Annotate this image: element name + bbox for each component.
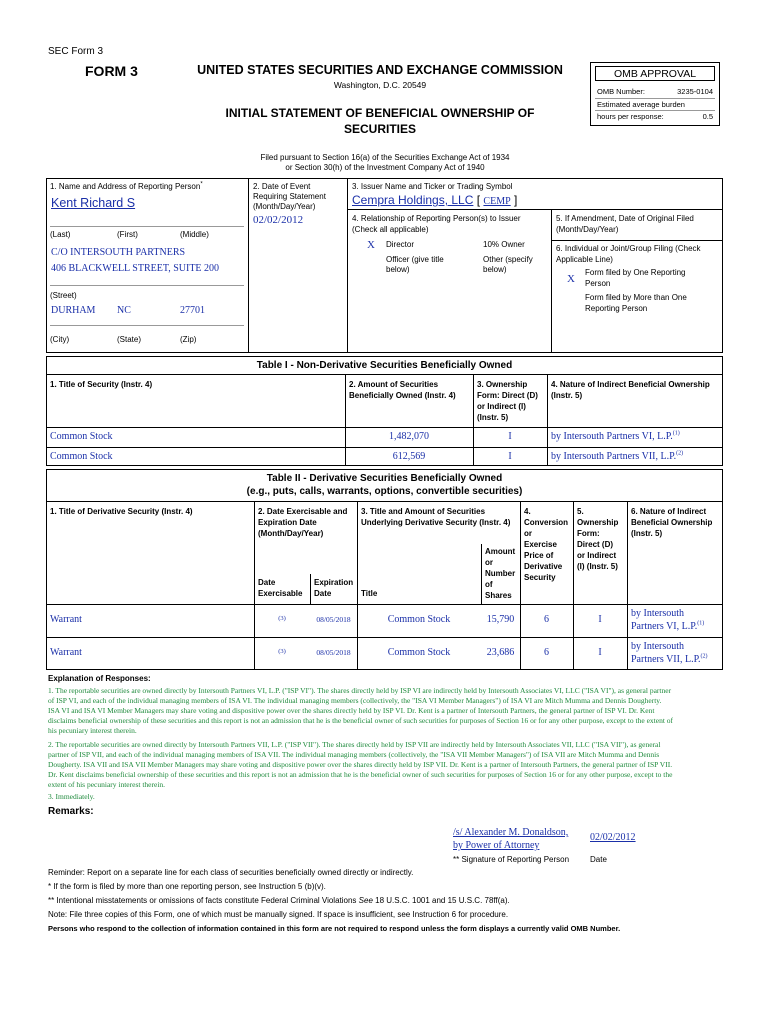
state-label: (State)	[117, 335, 142, 344]
box3-label: 3. Issuer Name and Ticker or Trading Symbol	[352, 182, 513, 191]
t2-h2f: Expiration	[314, 578, 354, 587]
date-label: Date	[590, 855, 607, 864]
other-label-2: below)	[483, 265, 507, 274]
t2-h5e: or Indirect	[577, 551, 617, 560]
t2-row2-shares: 23,686	[486, 647, 515, 658]
other-label-1: Other (specify	[483, 255, 533, 264]
issuer-name-link[interactable]: Cempra Holdings, LLC	[352, 193, 474, 207]
footnote-star: * If the form is filed by more than one reporting person, see Instruction 5 (b)(v).	[48, 882, 326, 891]
one-person-label-2: Person	[585, 279, 611, 288]
t2-h5a: 5.	[577, 507, 584, 516]
t2-h3d: Amount	[485, 547, 516, 556]
director-label: Director	[386, 240, 415, 249]
t2-row2-nature: by Intersouth Partners VII, L.P.$^{(2)}$	[631, 641, 708, 665]
first-label: (First)	[117, 230, 138, 239]
t1-row2-form: I	[508, 451, 512, 462]
zip-label: (Zip)	[180, 335, 197, 344]
table-2-title-1: Table II - Derivative Securities Beneficially Owned	[266, 473, 503, 484]
state: NC	[117, 305, 131, 316]
t2-row1-underlying: Common Stock	[387, 614, 451, 625]
t2-h4c: or	[524, 529, 532, 538]
box2-label-2: Requiring Statement	[253, 192, 326, 201]
street-label: (Street)	[50, 291, 77, 300]
t2-row2-expiration: 08/05/2018	[316, 648, 351, 657]
burden-hours-label: hours per response:	[597, 112, 664, 121]
t2-h5f: (I) (Instr. 5)	[577, 562, 618, 571]
box4-label-1: 4. Relationship of Reporting Person(s) to Issuer	[352, 214, 521, 223]
omb-number: 3235-0104	[677, 87, 713, 96]
t1-row1-nature: by Intersouth Partners VI, L.P.$^{(1)}$	[551, 430, 680, 442]
t2-row1-nature: by Intersouth Partners VI, L.P.$^{(1)}$	[631, 608, 705, 632]
more-person-label-2: Reporting Person	[585, 304, 648, 313]
officer-label-1: Officer (give title	[386, 255, 444, 264]
filed-pursuant-1: Filed pursuant to Section 16(a) of the Securities Exchange Act of 1934	[260, 153, 510, 162]
t2-h4b: Conversion	[524, 518, 569, 527]
box6-label-1: 6. Individual or Joint/Group Filing (Check	[556, 244, 701, 253]
location: Washington, D.C. 20549	[333, 80, 427, 90]
t2-h3e: or	[485, 558, 493, 567]
box4-label-2: (Check all applicable)	[352, 225, 429, 234]
t2-h4d: Exercise	[524, 540, 557, 549]
box2-label-3: (Month/Day/Year)	[253, 202, 316, 211]
t2-h2c: (Month/Day/Year)	[258, 529, 324, 538]
t2-h6c: (Instr. 5)	[631, 529, 663, 538]
t2-h2e: Exercisable	[258, 589, 303, 598]
burden-label: Estimated average burden	[597, 100, 685, 109]
event-date: 02/02/2012	[253, 214, 304, 226]
address-line-1: C/O INTERSOUTH PARTNERS	[51, 247, 186, 258]
t2-h2a: 2. Date Exercisable and	[258, 507, 348, 516]
middle-label: (Middle)	[180, 230, 209, 239]
t2-h3g: of	[485, 580, 493, 589]
t2-h3c: Title	[361, 589, 378, 598]
t2-row2-price: 6	[544, 647, 549, 658]
zip: 27701	[180, 305, 205, 316]
t2-row1-expiration: 08/05/2018	[316, 615, 351, 624]
reporting-person-name[interactable]: Kent Richard S	[51, 196, 136, 210]
t2-h4a: 4.	[524, 507, 531, 516]
t1-h1: 1. Title of Security (Instr. 4)	[50, 380, 153, 389]
box1-label: 1. Name and Address of Reporting Person*	[50, 181, 203, 191]
t2-h5d: Direct (D)	[577, 540, 614, 549]
t2-h4e: Price of	[524, 551, 554, 560]
t2-row2-form: I	[598, 647, 602, 658]
city-label: (City)	[50, 335, 70, 344]
signature-label: ** Signature of Reporting Person	[453, 855, 570, 864]
table-1-title: Table I - Non-Derivative Securities Beneficially Owned	[256, 360, 513, 371]
t2-h3h: Shares	[485, 591, 512, 600]
t1-row1-title: Common Stock	[50, 431, 113, 442]
ten-percent-owner-label: 10% Owner	[483, 240, 525, 249]
note-text: Note: File three copies of this Form, one of which must be manually signed. If space is insufficient, see Instruction 6 for procedure.	[48, 910, 509, 919]
t1-row2-amount: 612,569	[392, 451, 426, 462]
last-label: (Last)	[50, 230, 71, 239]
city: DURHAM	[51, 305, 96, 316]
t1-h2a: 2. Amount of Securities	[349, 380, 439, 389]
t2-h4f: Derivative	[524, 562, 563, 571]
ticker-link[interactable]: CEMP	[483, 196, 511, 207]
t2-row1-price: 6	[544, 614, 549, 625]
t2-h2g: Date	[314, 589, 332, 598]
t2-h4g: Security	[524, 573, 556, 582]
more-person-label-1: Form filed by More than One	[585, 293, 687, 302]
t1-h3d: (Instr. 5)	[477, 413, 509, 422]
t1-row2-nature: by Intersouth Partners VII, L.P.$^{(2)}$	[551, 450, 684, 462]
omb-approval-box	[590, 62, 720, 126]
address-line-2: 406 BLACKWELL STREET, SUITE 200	[51, 263, 220, 274]
box5-label-2: (Month/Day/Year)	[556, 225, 619, 234]
t2-row2-underlying: Common Stock	[387, 647, 451, 658]
t2-h3a: 3. Title and Amount of Securities	[361, 507, 486, 516]
burden-hours: 0.5	[702, 112, 713, 121]
t2-h6a: 6. Nature of Indirect	[631, 507, 707, 516]
box2-label-1: 2. Date of Event	[253, 182, 311, 191]
form-number: FORM 3	[85, 63, 138, 79]
t1-h3b: Form: Direct (D)	[477, 391, 538, 400]
t2-h3b: Underlying Derivative Security (Instr. 4)	[361, 518, 511, 527]
table-2-title-2: (e.g., puts, calls, warrants, options, convertible securities)	[246, 486, 523, 497]
t2-row1-title: Warrant	[50, 614, 82, 625]
explanation-title: Explanation of Responses:	[48, 674, 151, 683]
t1-h4b: (Instr. 5)	[551, 391, 583, 400]
t2-h5c: Form:	[577, 529, 600, 538]
t2-row2-title: Warrant	[50, 647, 82, 658]
footnote-double-star: ** Intentional misstatements or omissions of facts constitute Federal Criminal Violations See 18 U.S.C. 1001 and 15 U.S.C. 78ff(a).	[48, 896, 510, 905]
issuer: Cempra Holdings, LLC [ CEMP ]	[352, 193, 518, 207]
omb-notice: Persons who respond to the collection of information contained in this form are not required to respond unless the form displays a currently valid OMB Number.	[48, 924, 621, 933]
t1-row1-form: I	[508, 431, 512, 442]
t2-row1-form: I	[598, 614, 602, 625]
one-person-check[interactable]: X	[567, 273, 575, 285]
t1-h2b: Beneficially Owned (Instr. 4)	[349, 391, 456, 400]
sec-form-label: SEC Form 3	[48, 46, 104, 57]
omb-number-label: OMB Number:	[597, 87, 645, 96]
commission-title: UNITED STATES SECURITIES AND EXCHANGE COMMISSION	[197, 63, 563, 77]
t2-row2-exercisable: (3)	[278, 648, 286, 655]
filed-pursuant-2: or Section 30(h) of the Investment Company Act of 1940	[285, 163, 485, 172]
one-person-label-1: Form filed by One Reporting	[585, 268, 686, 277]
t2-h6b: Beneficial Ownership	[631, 518, 713, 527]
table-1	[46, 356, 723, 466]
reminder-text: Reminder: Report on a separate line for each class of securities beneficially owned directly or indirectly.	[48, 868, 414, 877]
t2-h1: 1. Title of Derivative Security (Instr. 4)	[50, 507, 193, 516]
signature: /s/ Alexander M. Donaldson, by Power of Attorney	[453, 827, 569, 851]
director-check[interactable]: X	[367, 239, 375, 251]
t1-row2-title: Common Stock	[50, 451, 113, 462]
explanation-1: 1. The reportable securities are owned directly by Intersouth Partners VI, L.P. ("ISP VI"). The shares directly held by ISP VI are indirectly held by Intersouth Associates VI, LLC ("ISA VI"), as general partner of ISP VI, and each of the individual managing members of ISA VI. The individual managing members (collectively, the "ISA VI Member Managers") of ISA VI are Mitch Mumma and Dennis Dougherty. ISA VI and ISA VI Member Managers may share voting and dispositive power over the shares directly held by ISP VI. Dr. Kent is a partner of Intersouth Partners, the general partner of ISP VI. Dr. Kent disclaims beneficial ownership of these securities and this report is not an admission that he is the beneficial owner of such securities for purposes of Section 16 or for any other purpose, except to the extent of his pecuniary interest therein.	[48, 686, 674, 735]
explanation-3: 3. Immediately.	[48, 792, 95, 801]
t2-h2b: Expiration Date	[258, 518, 317, 527]
t2-h3f: Number	[485, 569, 516, 578]
t1-h4a: 4. Nature of Indirect Beneficial Ownership	[551, 380, 710, 389]
t1-h3a: 3. Ownership	[477, 380, 528, 389]
box5-label-1: 5. If Amendment, Date of Original Filed	[556, 214, 694, 223]
t2-row1-exercisable: (3)	[278, 615, 286, 622]
omb-title: OMB APPROVAL	[613, 68, 697, 80]
statement-title-2: SECURITIES	[343, 122, 416, 136]
t1-h3c: or Indirect (I)	[477, 402, 526, 411]
table-2	[46, 469, 723, 670]
explanation-2: 2. The reportable securities are owned directly by Intersouth Partners VII, L.P. ("ISP VII"). The shares directly held by ISP VII are indirectly held by Intersouth Associates VII, LLC ("ISA VII"), as general partner of ISP VII, and each of the individual managing members of ISA VII. The individual managing members (collectively, the "ISA VII Member Managers") of ISA VII are Mitch Mumma and Dennis Dougherty. ISA VII and ISA VII Member Managers may share voting and dispositive power over the shares directly held by ISP VII. Dr. Kent is a partner of Intersouth Partners, the general partner of ISP VII. Dr. Kent disclaims beneficial ownership of these securities and this report is not an admission that he is the beneficial owner of such securities for purposes of Section 16 or for any other purpose, except to the extent of his pecuniary interest therein.	[48, 740, 673, 789]
box6-label-2: Applicable Line)	[556, 255, 613, 264]
t2-row1-shares: 15,790	[486, 614, 515, 625]
officer-label-2: below)	[386, 265, 410, 274]
remarks-label: Remarks:	[48, 806, 94, 817]
statement-title-1: INITIAL STATEMENT OF BENEFICIAL OWNERSHIP OF	[225, 106, 535, 120]
t1-row1-amount: 1,482,070	[389, 431, 429, 442]
t2-h5b: Ownership	[577, 518, 619, 527]
signature-date: 02/02/2012	[590, 832, 636, 843]
t2-h2d: Date	[258, 578, 276, 587]
